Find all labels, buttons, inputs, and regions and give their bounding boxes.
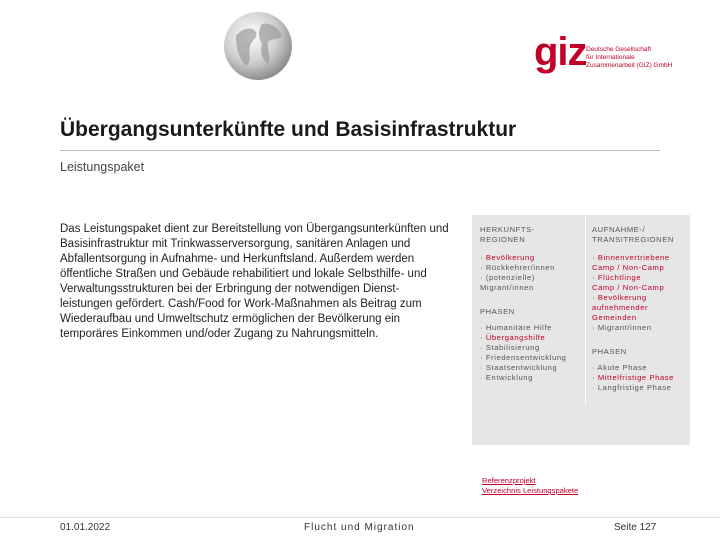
page-subtitle: Leistungspaket xyxy=(60,160,145,174)
list-item: · Binnenvertriebene Camp / Non-Camp xyxy=(592,253,670,272)
column-heading: AUFNAHME-/ TRANSITREGIONEN xyxy=(592,225,674,244)
list-item: · Entwicklung xyxy=(480,373,533,382)
logo-subtitle: Deutsche Gesellschaft für Internationale Zusammenarbeit (GIZ) GmbH xyxy=(586,46,673,69)
list-item: · Friedensentwicklung xyxy=(480,353,567,362)
phases-heading: PHASEN xyxy=(592,347,627,356)
list-item: · Rückkehrer/innen xyxy=(480,263,555,272)
list-item: · Bevölkerung xyxy=(480,253,535,262)
body-text: Das Leistungspaket dient zur Bereitstellung von Übergangsunterkünften und Basisinfrastruktur mit Trinkwasserversorgung, sanitären Anlagen und Abfallentsorgung in Aufnahme- und Herkunftsland. Außerdem werden öffentliche Straßen und Gebäude rehabilitiert und lokale Selbsthilfe- und Verwaltungsstrukturen bei der Erbringung der notwendigen Dienst-leistungen gefördert. Cash/Food for Work-Maßnahmen als Beitrag zum Wiederaufbau und Umweltschutz ermöglichen der Bevölkerung ein temporäres Einkommen und/oder Zugang zu Nahrungsmitteln. xyxy=(60,223,449,340)
phases-heading: PHASEN xyxy=(480,307,515,316)
page-title: Übergangsunterkünfte und Basisinfrastruktur xyxy=(60,118,517,141)
title-divider xyxy=(60,150,660,151)
service-packages-link[interactable]: Verzeichnis Leistungspakete xyxy=(482,486,579,495)
reference-project-link[interactable]: Referenzprojekt xyxy=(482,476,536,485)
page-number: Seite 127 xyxy=(614,522,657,533)
panel-column-origin xyxy=(480,215,580,383)
panel-column-transit xyxy=(592,215,692,393)
list-item: · Mittelfristige Phase xyxy=(592,373,674,382)
footer-topic: Flucht und Migration xyxy=(304,522,415,533)
globe-icon xyxy=(222,10,294,82)
list-item: · Übergangshilfe xyxy=(480,333,546,342)
column-heading: HERKUNFTS- REGIONEN xyxy=(480,225,535,244)
list-item: · Staatsentwicklung xyxy=(480,363,558,372)
link-list xyxy=(482,476,578,496)
list-item: · Stabilisierung xyxy=(480,343,540,352)
list-item: · (potenzielle) Migrant/innen xyxy=(480,273,536,292)
list-item: · Bevölkerung aufnehmender Gemeinden xyxy=(592,293,649,322)
list-item: · Langfristige Phase xyxy=(592,383,672,392)
list-item: · Migrant/innen xyxy=(592,323,652,332)
info-panel xyxy=(472,215,690,445)
list-item: · Flüchtlinge Camp / Non-Camp xyxy=(592,273,665,292)
logo-word: giz xyxy=(534,30,587,74)
panel-divider xyxy=(585,215,586,405)
footer-date: 01.01.2022 xyxy=(60,522,111,533)
list-item: · Humanitäre Hilfe xyxy=(480,323,552,332)
list-item: · Akute Phase xyxy=(592,363,648,372)
footer-divider xyxy=(0,517,720,518)
